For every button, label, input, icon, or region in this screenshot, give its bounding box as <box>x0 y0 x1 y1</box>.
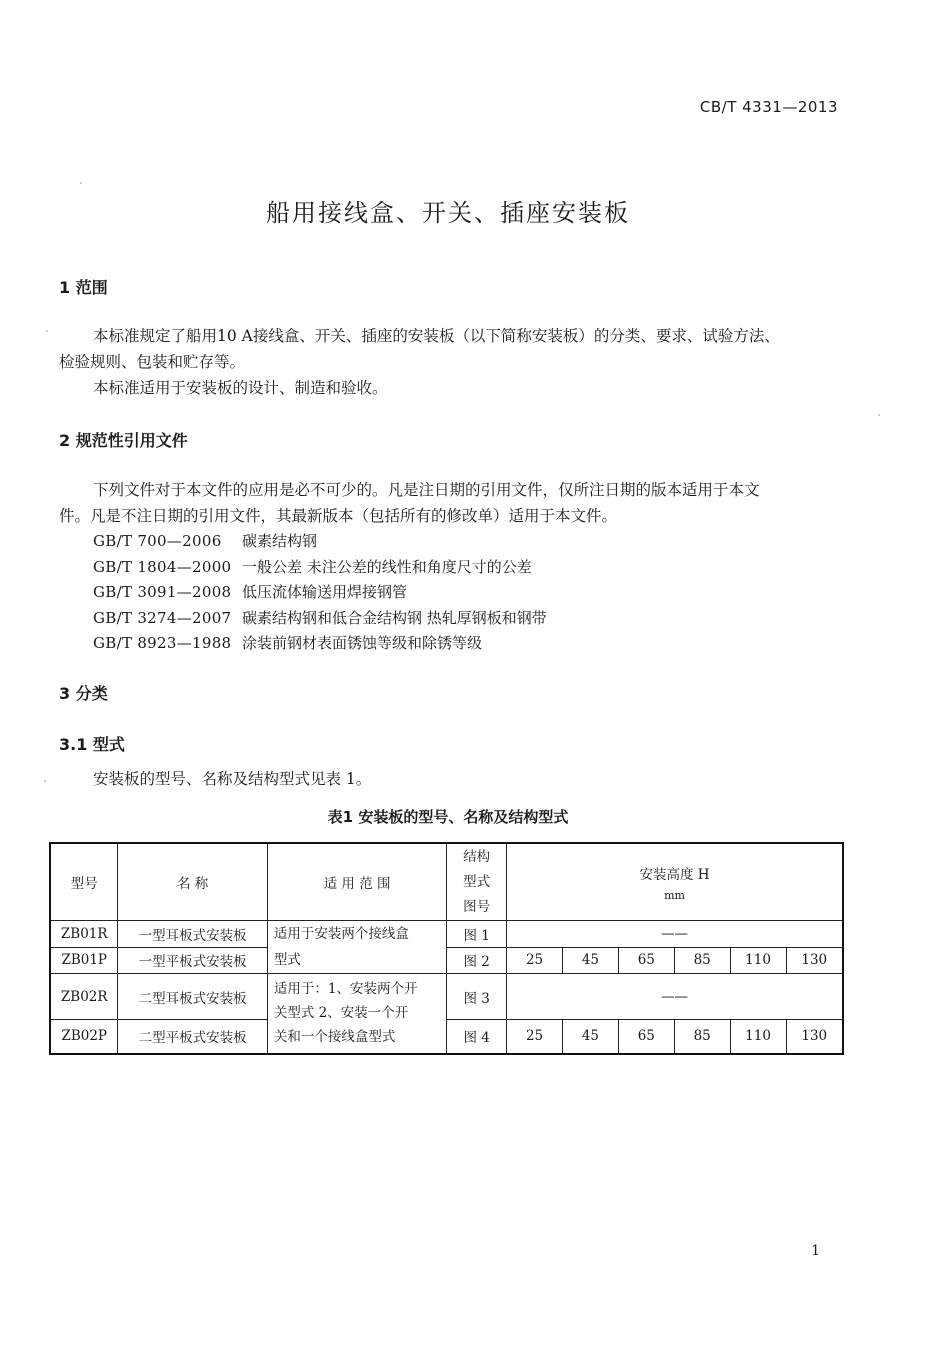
cell-height: 85 <box>674 1020 730 1054</box>
cell-height: 110 <box>730 947 786 974</box>
reference-item <box>93 580 547 606</box>
table-row <box>50 947 843 974</box>
reference-title: 一般公差 未注公差的线性和角度尺寸的公差 <box>242 557 532 576</box>
reference-code: GB/T 3091—2008 <box>93 583 232 601</box>
table-row <box>50 921 843 948</box>
reference-code: GB/T 1804—2000 <box>93 557 232 576</box>
section-2-para-line-1: 下列文件对于本文件的应用是必不可少的。凡是注日期的引用文件，仅所注日期的版本适用于本文 <box>93 481 760 499</box>
cell-figure: 图 2 <box>447 947 507 974</box>
cell-height: 85 <box>674 947 730 974</box>
cell-model: ZB02P <box>50 1020 118 1054</box>
cell-height: 110 <box>730 1020 786 1054</box>
cell-model: ZB01R <box>50 921 118 948</box>
cell-name: 一型耳板式安装板 <box>118 921 267 948</box>
reference-item <box>93 606 547 632</box>
header-install-height <box>507 843 843 921</box>
cell-figure: 图 1 <box>447 921 507 948</box>
cell-scope-line-2: 关型式 2、安装一个开 <box>273 1005 409 1022</box>
section-1-para-1-line-1: 本标准规定了船用10 A接线盒、开关、插座的安装板（以下简称安装板）的分类、要求、试验方法、 <box>93 327 780 345</box>
section-3-1-text: 安装板的型号、名称及结构型式见表 1。 <box>93 770 372 788</box>
cell-scope-line-3: 关和一个接线盒型式 <box>273 1029 396 1046</box>
section-1-heading: 1 范围 <box>59 278 108 297</box>
cell-name: 二型平板式安装板 <box>118 1020 267 1054</box>
header-model: 型号 <box>50 843 118 921</box>
reference-title: 低压流体输送用焊接钢管 <box>242 583 408 601</box>
table-row <box>50 974 843 1020</box>
cell-scope <box>267 974 446 1054</box>
cell-figure: 图 4 <box>447 1020 507 1054</box>
cell-scope-line-1: 适用于：1、安装两个开 <box>273 981 418 998</box>
page-number: 1 <box>811 1243 820 1259</box>
reference-item <box>93 529 547 555</box>
cell-height-na: —— <box>507 921 843 948</box>
cell-height: 65 <box>618 947 674 974</box>
reference-item <box>93 555 547 581</box>
reference-title: 碳素结构钢 <box>242 532 318 550</box>
cell-name: 一型平板式安装板 <box>118 947 267 974</box>
cell-scope-line-2: 型式 <box>273 952 301 968</box>
cell-figure: 图 3 <box>447 974 507 1020</box>
reference-code: GB/T 700—2006 <box>93 532 222 550</box>
cell-model: ZB02R <box>50 974 118 1020</box>
cell-height: 65 <box>618 1020 674 1054</box>
reference-code: GB/T 8923—1988 <box>93 634 232 652</box>
reference-title: 碳素结构钢和低合金结构钢 热轧厚钢板和钢带 <box>242 608 547 627</box>
header-figure-line-2: 型式 <box>463 873 491 890</box>
reference-title: 涂装前钢材表面锈蚀等级和除锈等级 <box>242 634 483 652</box>
header-name: 名 称 <box>118 843 267 921</box>
scan-speck <box>44 780 46 782</box>
header-height-unit: mm <box>664 888 685 902</box>
table-caption: 表1 安装板的型号、名称及结构型式 <box>327 808 569 826</box>
cell-height: 25 <box>507 947 563 974</box>
cell-scope-line-1: 适用于安装两个接线盒 <box>273 926 409 942</box>
reference-item <box>93 631 547 657</box>
cell-height: 45 <box>562 1020 618 1054</box>
section-3-1-heading: 3.1 型式 <box>59 735 125 754</box>
section-2-para-line-2: 件。凡是不注日期的引用文件，其最新版本（包括所有的修改单）适用于本文件。 <box>59 507 618 525</box>
scan-speck <box>80 182 82 184</box>
section-3-heading: 3 分类 <box>59 684 108 703</box>
cell-height: 130 <box>786 947 843 974</box>
section-1-para-1-line-2: 检验规则、包装和贮存等。 <box>59 353 246 371</box>
scan-speck <box>878 414 880 416</box>
header-figure-line-1: 结构 <box>463 848 491 865</box>
scan-speck <box>46 330 48 332</box>
table-row <box>50 1020 843 1054</box>
table-header-row <box>50 843 843 921</box>
header-figure <box>447 843 507 921</box>
section-1-para-2: 本标准适用于安装板的设计、制造和验收。 <box>93 379 388 397</box>
normative-references-list <box>93 529 547 657</box>
page-title: 船用接线盒、开关、插座安装板 <box>266 199 630 227</box>
cell-name: 二型耳板式安装板 <box>118 974 267 1020</box>
spec-table <box>49 842 844 1055</box>
header-scope: 适 用 范 围 <box>267 843 446 921</box>
cell-height: 130 <box>786 1020 843 1054</box>
cell-height: 45 <box>562 947 618 974</box>
cell-height-na: —— <box>507 974 843 1020</box>
document-code: CB/T 4331—2013 <box>699 98 838 116</box>
reference-code: GB/T 3274—2007 <box>93 608 232 627</box>
header-figure-line-3: 图号 <box>463 898 491 915</box>
cell-scope <box>267 921 446 974</box>
cell-model: ZB01P <box>50 947 118 974</box>
cell-height: 25 <box>507 1020 563 1054</box>
section-2-heading: 2 规范性引用文件 <box>59 431 188 450</box>
header-height-label: 安装高度 H <box>639 866 710 883</box>
